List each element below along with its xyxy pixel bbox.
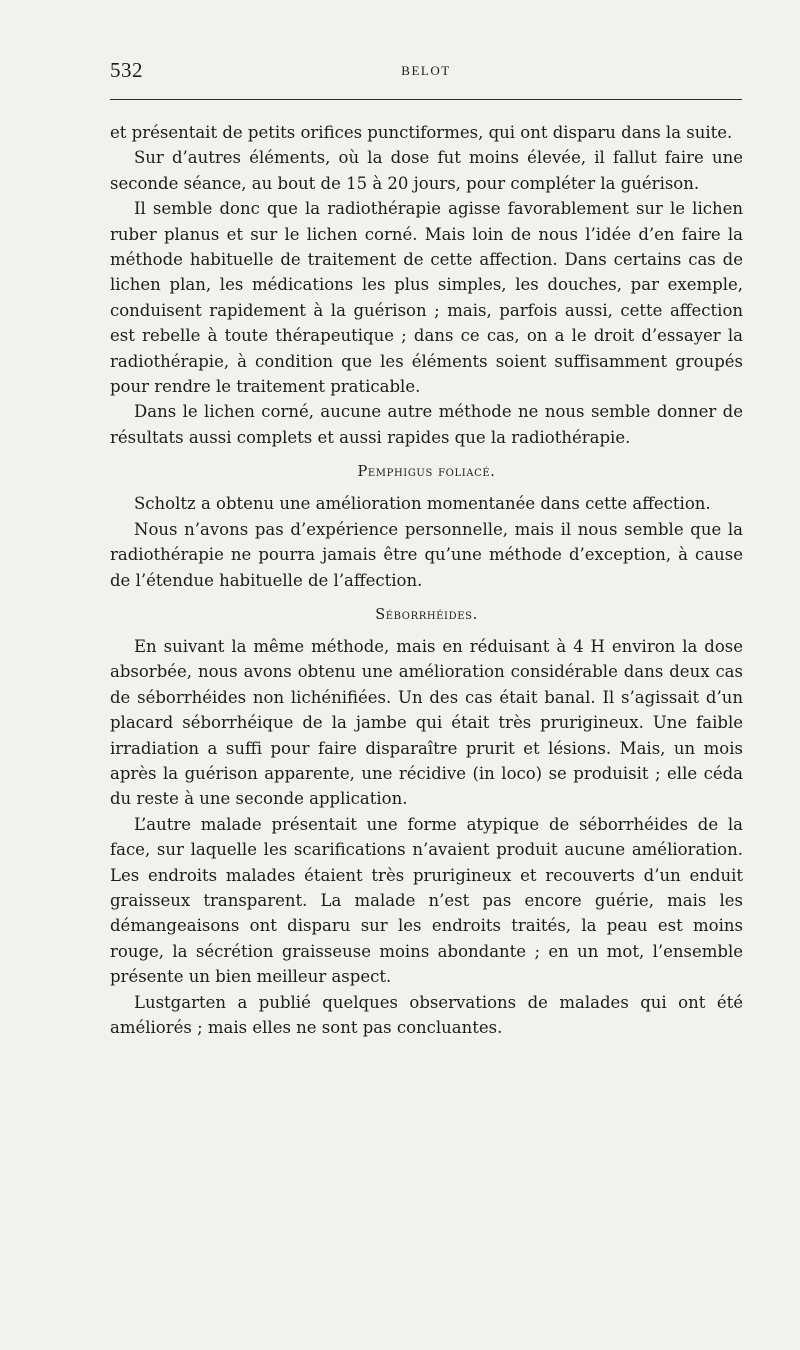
paragraph: Dans le lichen corné, aucune autre méthode ne nous semble donner de résultats aussi complets et aussi rapides que la radiothérapie. — [110, 402, 743, 447]
paragraph: Nous n’avons pas d’expérience personnelle, mais il nous semble que la radiothérapie ne pourra jamais être qu’une méthode d’exception, à cause de l’étendue habituelle de l’affection. — [110, 519, 743, 590]
paragraph: Scholtz a obtenu une amélioration momentanée dans cette affection. — [134, 494, 711, 514]
page-header — [110, 58, 742, 98]
paragraph: L’autre malade présentait une forme atypique de séborrhéides de la face, sur laquelle les scarifications n’avaient produit aucune amélioration. Les endroits malades étaient très prurigineux et recouverts d’un enduit graisseux transparent. La malade n’est pas encore guérie, mais les démangeaisons ont disparu sur les endroits traités, la peau est moins rouge, la sécrétion graisseuse moins abondante ; en un mot, l’ensemble présente un bien meilleur aspect. — [110, 814, 743, 987]
page-number: 532 — [110, 58, 143, 82]
paragraph: Lustgarten a publié quelques observations de malades qui ont été améliorés ; mais elles ne sont pas concluantes. — [110, 992, 743, 1037]
body-text — [110, 120, 743, 1040]
section-heading-pemphigus: Pemphigus foliacé. — [357, 464, 496, 481]
paragraph: Il semble donc que la radiothérapie agisse favorablement sur le lichen ruber planus et sur le lichen corné. Mais loin de nous l’idée d’en faire la méthode habituelle de traitement de cette affection. Dans certains cas de lichen plan, les médications les plus simples, les douches, par exemple, conduisent rapidement à la guérison ; mais, parfois aussi, cette affection est rebelle à toute thérapeutique ; dans ce cas, on a le droit d’essayer la radiothérapie, à condition que les éléments soient suffisamment groupés pour rendre le traitement praticable. — [110, 199, 743, 397]
paragraph-continuation: et présentait de petits orifices punctiformes, qui ont disparu dans la suite. — [110, 123, 733, 142]
section-heading-seborrheides: Séborrhéides. — [375, 606, 478, 623]
paragraph: Sur d’autres éléments, où la dose fut moins élevée, il fallut faire une seconde séance, au bout de 15 à 20 jours, pour compléter la guérison. — [110, 148, 743, 193]
paragraph: En suivant la même méthode, mais en réduisant à 4 H environ la dose absorbée, nous avons obtenu une amélioration considérable dans deux cas de séborrhéides non lichénifiées. Un des cas était banal. Il s’agissait d’un placard séborrhéique de la jambe qui était très prurigineux. Une faible irradiation a suffi pour faire disparaître prurit et lésions. Mais, un mois après la guérison apparente, une récidive (in loco) se produisit ; elle céda du reste à une seconde application. — [110, 636, 743, 809]
running-head: BELOT — [401, 63, 451, 78]
header-rule — [110, 99, 742, 100]
